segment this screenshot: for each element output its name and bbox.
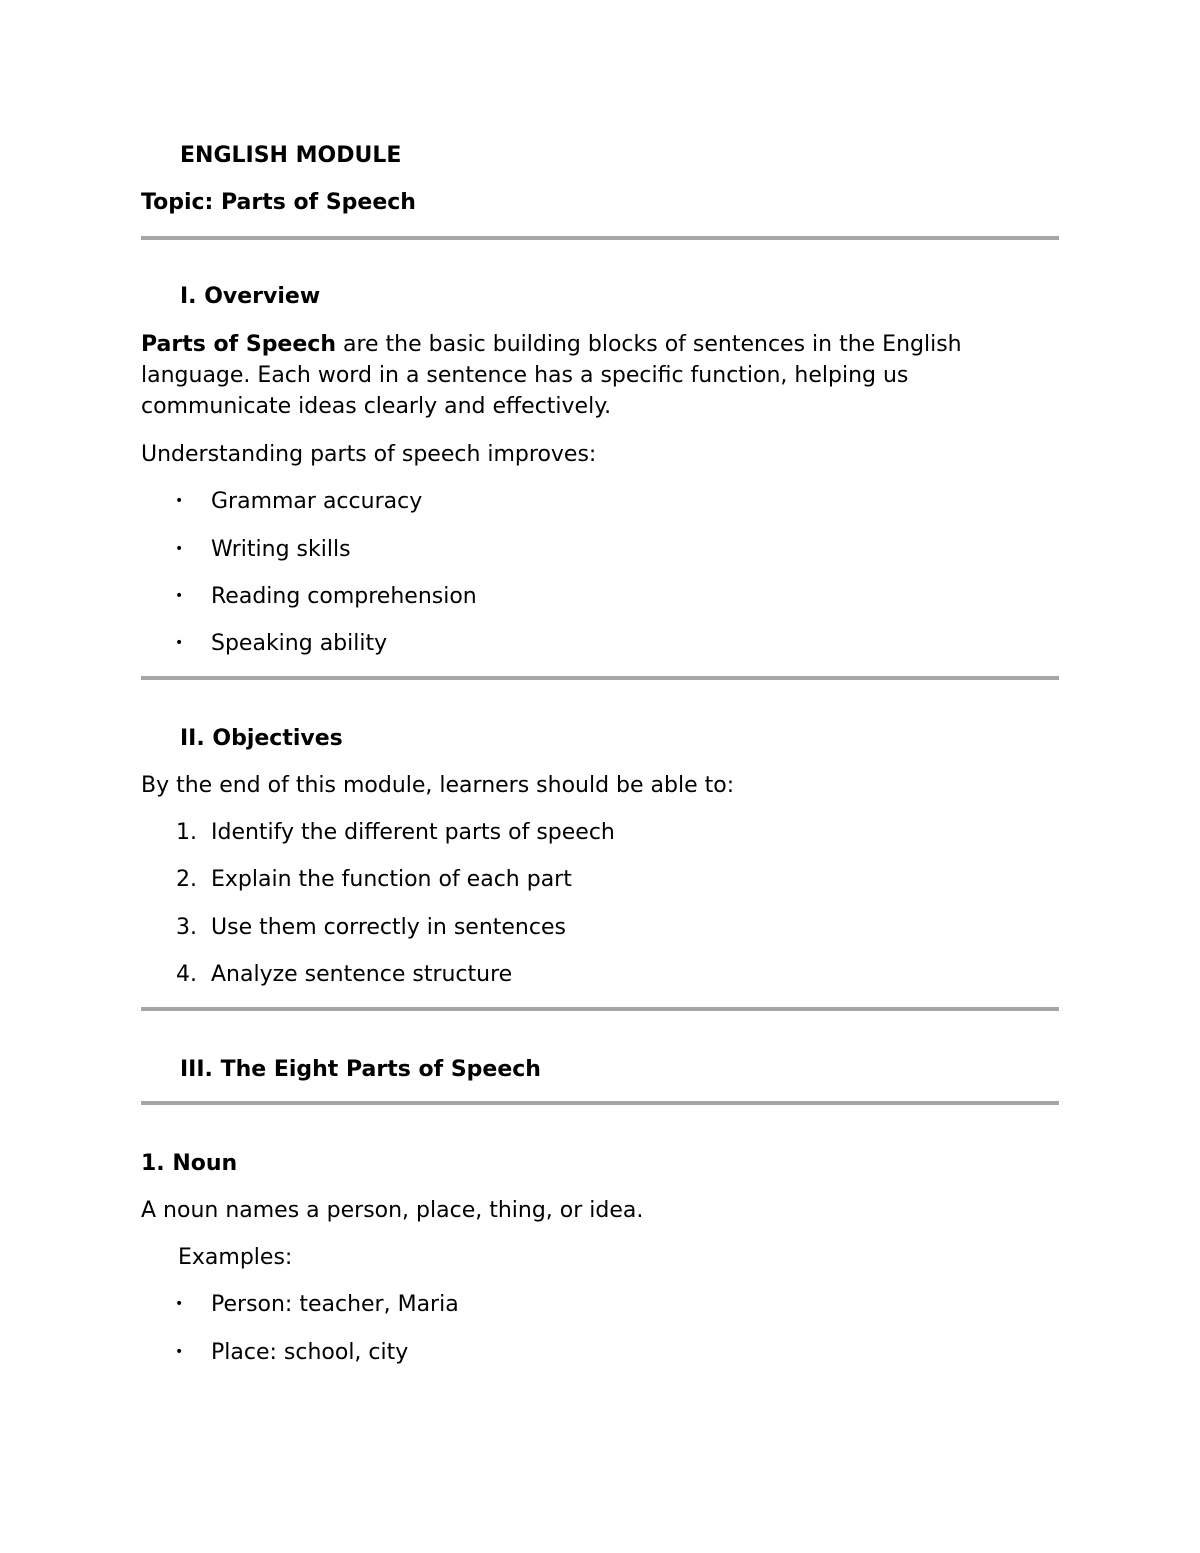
topic-line: Topic: Parts of Speech — [141, 190, 416, 215]
list-item: Reading comprehension — [211, 584, 477, 609]
list-number: 4. — [176, 962, 197, 987]
list-number: 3. — [176, 915, 197, 940]
overview-paragraph-line-3: communicate ideas clearly and effectively. — [141, 394, 612, 419]
list-item: Analyze sentence structure — [211, 962, 513, 987]
examples-label: Examples: — [178, 1245, 293, 1270]
objectives-heading: II. Objectives — [180, 726, 343, 751]
module-title: ENGLISH MODULE — [180, 143, 402, 168]
list-item: Place: school, city — [211, 1340, 409, 1365]
divider — [141, 236, 1059, 240]
list-number: 1. — [176, 820, 197, 845]
intro-bold-term: Parts of Speech — [141, 332, 336, 357]
noun-definition: A noun names a person, place, thing, or idea. — [141, 1198, 644, 1223]
overview-heading: I. Overview — [180, 284, 321, 309]
divider — [141, 1007, 1059, 1011]
list-item: Identify the different parts of speech — [211, 820, 615, 845]
divider — [141, 1101, 1059, 1105]
overview-paragraph-line-1 — [141, 329, 962, 360]
overview-paragraph-line-2: language. Each word in a sentence has a specific function, helping us — [141, 363, 909, 388]
bullet-icon: • — [175, 588, 184, 604]
noun-heading: 1. Noun — [141, 1151, 238, 1176]
bullet-icon: • — [175, 541, 184, 557]
list-item: Writing skills — [211, 537, 351, 562]
list-item: Person: teacher, Maria — [211, 1292, 459, 1317]
list-item: Use them correctly in sentences — [211, 915, 566, 940]
list-number: 2. — [176, 867, 197, 892]
bullet-icon: • — [175, 1296, 184, 1312]
list-item: Explain the function of each part — [211, 867, 572, 892]
bullet-icon: • — [175, 493, 184, 509]
divider — [141, 676, 1059, 680]
list-item: Grammar accuracy — [211, 489, 423, 514]
improves-lead: Understanding parts of speech improves: — [141, 442, 597, 467]
list-item: Speaking ability — [211, 631, 388, 656]
intro-line-1-text: are the basic building blocks of sentences in the English — [335, 332, 962, 357]
eight-parts-heading: III. The Eight Parts of Speech — [180, 1057, 541, 1082]
bullet-icon: • — [175, 635, 184, 651]
objectives-lead: By the end of this module, learners should be able to: — [141, 773, 735, 798]
bullet-icon: • — [175, 1344, 184, 1360]
